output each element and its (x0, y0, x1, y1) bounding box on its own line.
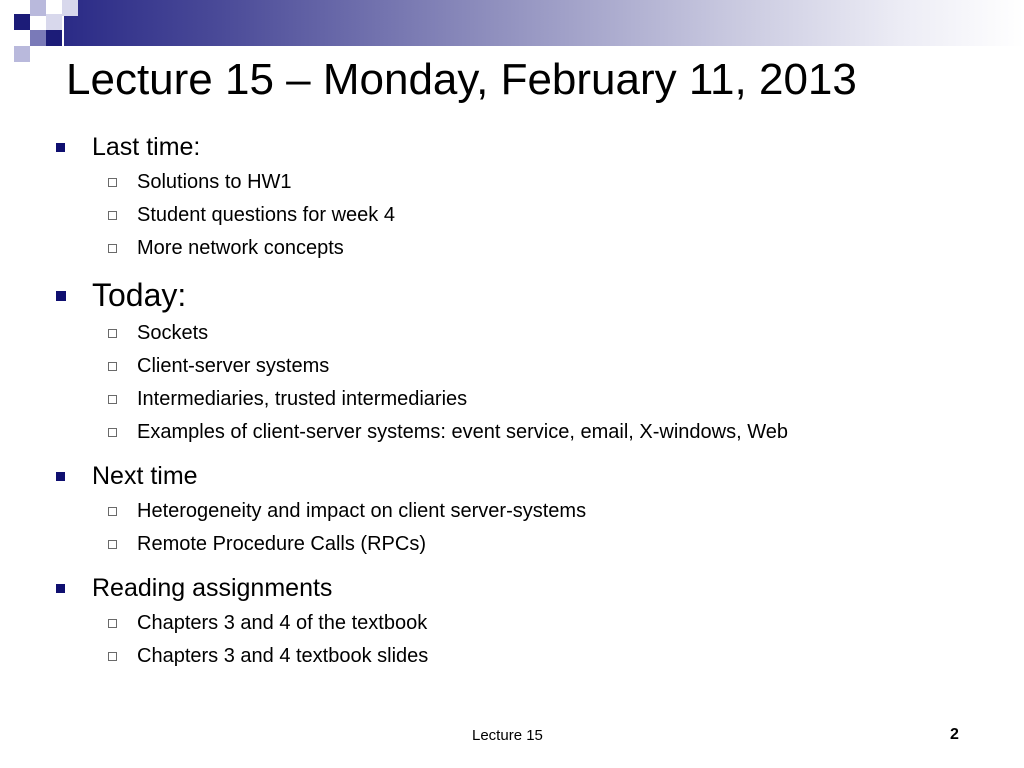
slide-body (0, 128, 1024, 681)
list-item (137, 166, 1024, 199)
list-item (137, 317, 1024, 350)
hollow-square-bullet-icon (108, 178, 117, 187)
list-item-text: Examples of client-server systems: event service, email, X-windows, Web (137, 421, 788, 443)
list-item-text: Remote Procedure Calls (RPCs) (137, 533, 426, 555)
list-item-text: Sockets (137, 322, 209, 344)
slide-title: Lecture 15 – Monday, February 11, 2013 (66, 55, 857, 104)
list-item (137, 640, 1024, 673)
list-item (137, 495, 1024, 528)
list-item (137, 232, 1024, 265)
section-today (92, 273, 1024, 457)
section-last-time (92, 128, 1024, 273)
sub-list (92, 166, 1024, 273)
square-bullet-icon (56, 143, 65, 152)
footer-lecture-label: Lecture 15 (472, 727, 543, 744)
list-item-text: Chapters 3 and 4 textbook slides (137, 645, 429, 667)
hollow-square-bullet-icon (108, 211, 117, 220)
list-item-text: Solutions to HW1 (137, 171, 292, 193)
list-item-text: Heterogeneity and impact on client server-systems (137, 500, 587, 522)
header-band (0, 0, 1024, 46)
list-item (137, 350, 1024, 383)
section-label: Reading assignments (92, 574, 333, 602)
decor-square (46, 14, 62, 30)
hollow-square-bullet-icon (108, 507, 117, 516)
list-item (137, 607, 1024, 640)
list-item (137, 383, 1024, 416)
list-item-text: Chapters 3 and 4 of the textbook (137, 612, 428, 634)
sub-list (92, 495, 1024, 569)
section-label: Next time (92, 462, 198, 490)
hollow-square-bullet-icon (108, 362, 117, 371)
square-bullet-icon (56, 291, 66, 301)
square-bullet-icon (56, 472, 65, 481)
list-item-text: Student questions for week 4 (137, 204, 395, 226)
sub-list (92, 607, 1024, 681)
section-label: Last time: (92, 133, 201, 161)
section-label: Today: (92, 277, 187, 313)
section-next-time (92, 457, 1024, 569)
decor-square (14, 14, 30, 30)
list-item-text: Intermediaries, trusted intermediaries (137, 388, 468, 410)
decor-square (30, 0, 46, 16)
decor-square (46, 30, 62, 46)
list-item (137, 416, 1024, 449)
hollow-square-bullet-icon (108, 619, 117, 628)
hollow-square-bullet-icon (108, 244, 117, 253)
section-reading-assignments (92, 569, 1024, 681)
hollow-square-bullet-icon (108, 395, 117, 404)
hollow-square-bullet-icon (108, 540, 117, 549)
hollow-square-bullet-icon (108, 329, 117, 338)
sub-list (92, 317, 1024, 457)
hollow-square-bullet-icon (108, 652, 117, 661)
page-number: 2 (950, 726, 959, 743)
decor-square (30, 30, 46, 46)
decor-square (14, 46, 30, 62)
square-bullet-icon (56, 584, 65, 593)
list-item (137, 199, 1024, 232)
decor-square (62, 0, 78, 16)
list-item (137, 528, 1024, 561)
list-item-text: Client-server systems (137, 355, 330, 377)
hollow-square-bullet-icon (108, 428, 117, 437)
list-item-text: More network concepts (137, 237, 344, 259)
